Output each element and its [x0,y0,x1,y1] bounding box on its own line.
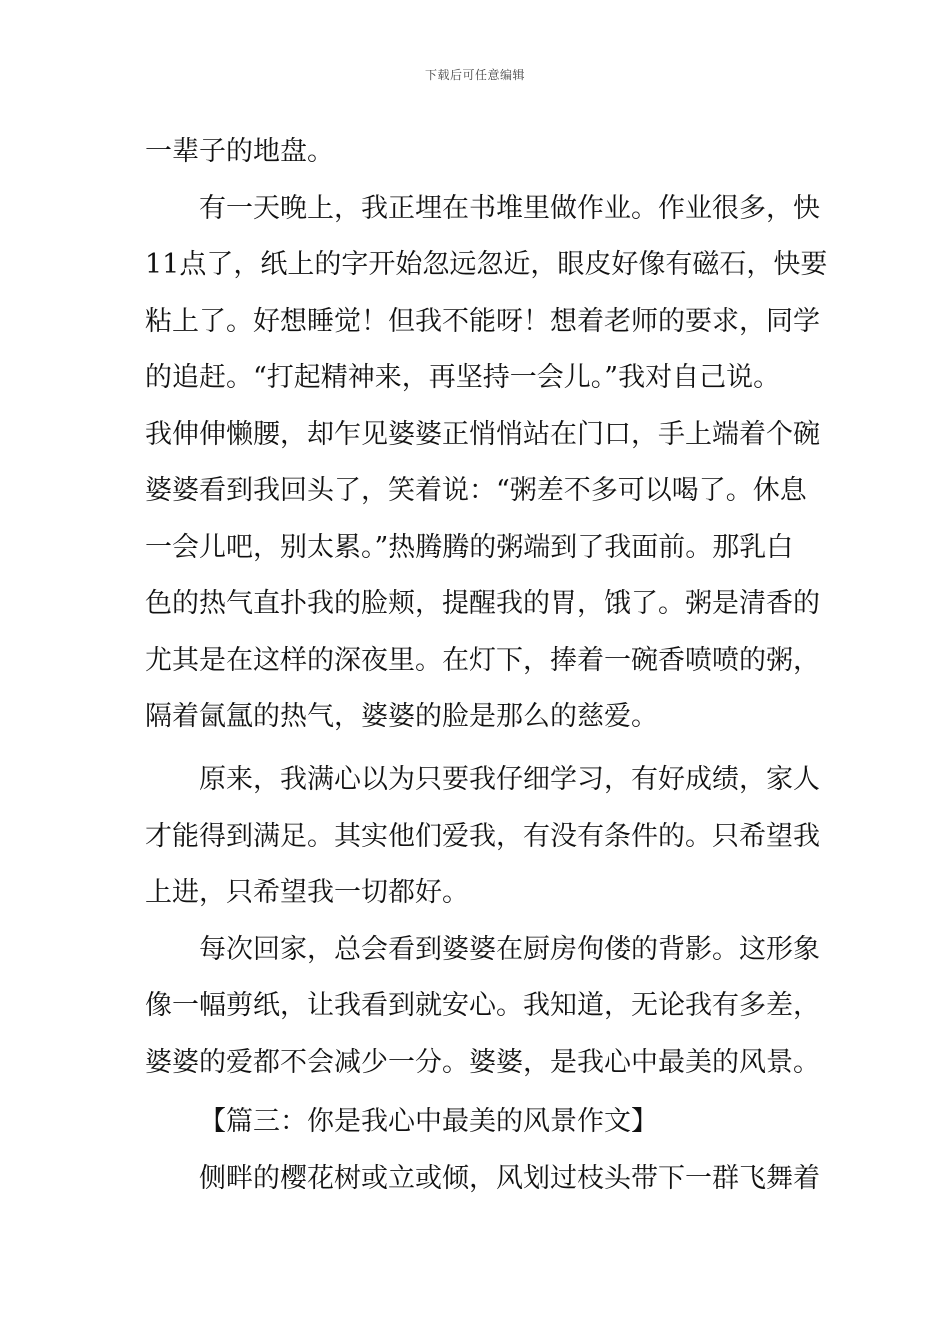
text-line: 有一天晚上，我正埋在书堆里做作业。作业很多，快 [199,193,820,224]
text-line: 才能得到满足。其实他们爱我，有没有条件的。只希望我 [145,821,820,852]
text-line: 原来，我满心以为只要我仔细学习，有好成绩，家人 [199,764,820,795]
text-line: 一会儿吧，别太累。”热腾腾的粥端到了我面前。那乳白 [145,532,794,563]
text-line: 上进，只希望我一切都好。 [145,877,469,908]
text-line: 尤其是在这样的深夜里。在灯下，捧着一碗香喷喷的粥， [145,645,820,676]
text-line: 色的热气直扑我的脸颊，提醒我的胃，饿了。粥是清香的 [145,588,820,619]
text-line: 的追赶。“打起精神来，再坚持一会儿。”我对自己说。 [145,362,781,393]
text-line: 隔着氤氲的热气，婆婆的脸是那么的慈爱。 [145,701,658,732]
text-line: 每次回家，总会看到婆婆在厨房佝偻的背影。这形象 [199,934,820,965]
text-line: 像一幅剪纸，让我看到就安心。我知道，无论我有多差， [145,990,820,1021]
text-line: 婆婆的爱都不会减少一分。婆婆，是我心中最美的风景。 [145,1047,820,1078]
text-line: 我伸伸懒腰，却乍见婆婆正悄悄站在门口，手上端着个碗 [145,419,820,450]
text-line: 侧畔的樱花树或立或倾，风划过枝头带下一群飞舞着 [199,1163,820,1194]
text-line: 11点了，纸上的字开始忽远忽近，眼皮好像有磁石，快要 [145,249,828,280]
text-line: 粘上了。好想睡觉！但我不能呀！想着老师的要求，同学 [145,306,820,337]
section-heading: 【篇三：你是我心中最美的风景作文】 [199,1106,658,1137]
text-line: 婆婆看到我回头了，笑着说：“粥差不多可以喝了。休息 [145,475,807,506]
page-header: 下载后可任意编辑 [424,68,525,82]
text-line: 一辈子的地盘。 [145,136,334,167]
